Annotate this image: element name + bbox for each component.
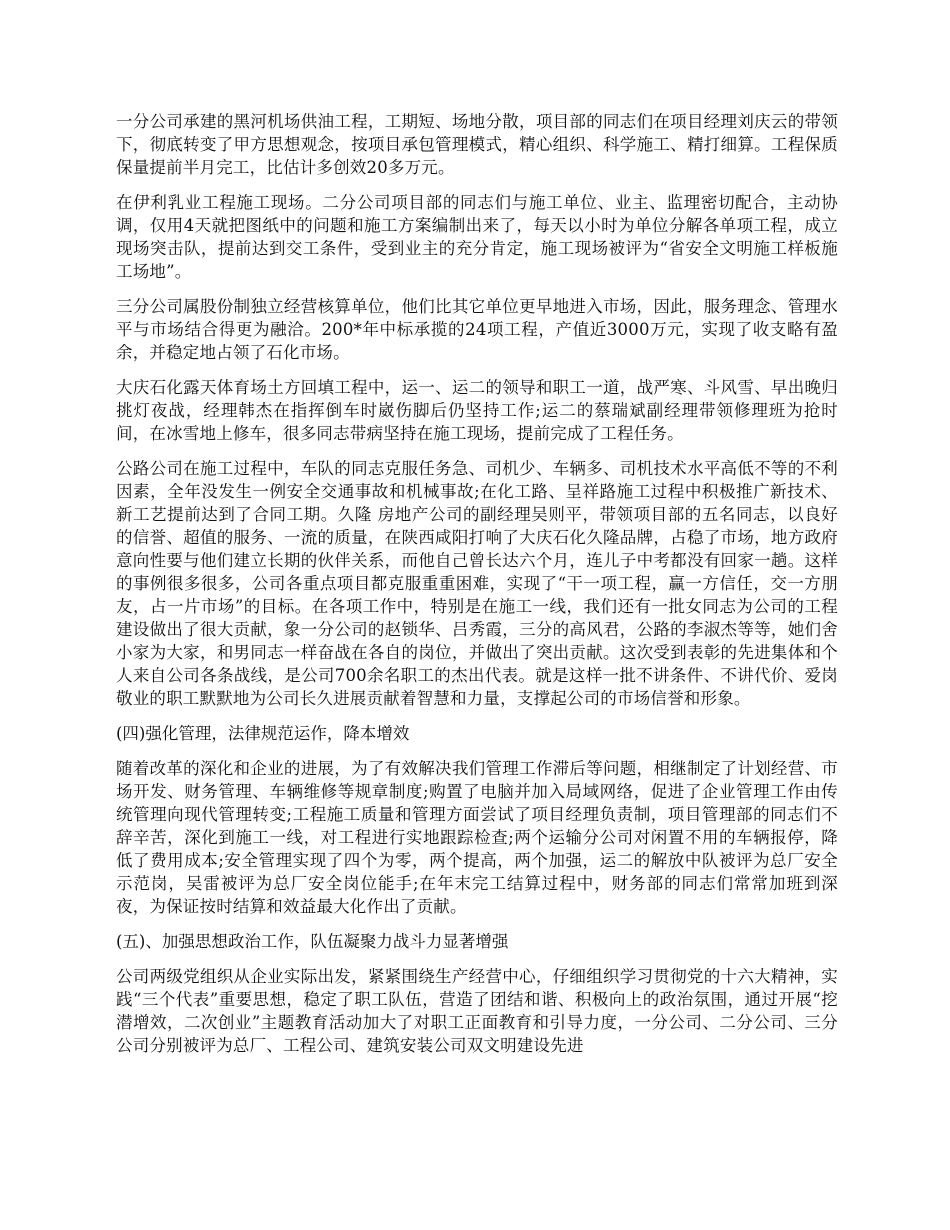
section-heading-management: (四)强化管理，法律规范运作，降本增效 [116, 724, 410, 743]
paragraph-airport-project: 一分公司承建的黑河机场供油工程，工期短、场地分散，项目部的同志们在项目经理刘庆云的带领下，彻底转变了甲方思想观念，按项目承包管理模式，精心组织、科学施工、精打细算。工程保质保量提前半月完工，比估计多创效20多万元。 [116, 112, 838, 177]
paragraph-third-branch: 三分公司属股份制独立经营核算单位，他们比其它单位更早地进入市场，因此，服务理念、管理水平与市场结合得更为融洽。200*年中标承揽的24项工程，产值近3000万元，实现了收支略有盈余，并稳定地占领了石化市场。 [116, 297, 838, 362]
paragraph-party-organization: 公司两级党组织从企业实际出发，紧紧围绕生产经营中心，仔细组织学习贯彻党的十六大精神，实践“三个代表”重要思想，稳定了职工队伍，营造了团结和谐、积极向上的政治氛围，通过开展“挖潜增效，二次创业”主题教育活动加大了对职工正面教育和引导力度，一分公司、二分公司、三分公司分别被评为总厂、工程公司、建筑安装公司双文明建设先进 [116, 967, 838, 1055]
paragraph-road-company: 公路公司在施工过程中，车队的同志克服任务急、司机少、车辆多、司机技术水平高低不等的不利因素，全年没发生一例安全交通事故和机械事故;在化工路、呈祥路施工过程中积极推广新技术、新工艺提前达到了合同工期。久隆 房地产公司的副经理吴则平，带领项目部的五名同志，以良好的信誉、超值的服务、一流的质量，在陕西咸阳打响了大庆石化久隆品牌，占稳了市场，地方政府意向性要与他们建立长期的伙伴关系，而他自己曾长达六个月，连儿子中考都没有回家一趟。这样的事例很多很多，公司各重点项目都克服重重困难，实现了“干一项工程，赢一方信任，交一方朋友，占一片市场”的目标。在各项工作中，特别是在施工一线，我们还有一批女同志为公司的工程建设做出了很大贡献，象一分公司的赵锁华、吕秀霞，三分的高风君，公路的李淑杰等等，她们舍小家为大家，和男同志一样奋战在各自的岗位，并做出了突出贡献。这次受到表彰的先进集体和个人来自公司各条战线，是公司700余名职工的杰出代表。就是这样一批不讲条件、不讲代价、爱岗敬业的职工默默地为公司长久进展贡献着智慧和力量，支撑起公司的市场信誉和形象。 [116, 459, 838, 708]
paragraph-yili-project: 在伊利乳业工程施工现场。二分公司项目部的同志们与施工单位、业主、监理密切配合，主动协调，仅用4天就把图纸中的问题和施工方案编制出来了，每天以小时为单位分解各单项工程，成立现场突击队，提前达到交工条件，受到业主的充分肯定，施工现场被评为“省安全文明施工样板施工场地”。 [116, 193, 838, 281]
paragraph-management: 随着改革的深化和企业的进展，为了有效解决我们管理工作滞后等问题，相继制定了计划经营、市场开发、财务管理、车辆维修等规章制度;购置了电脑并加入局域网络，促进了企业管理工作由传统管理向现代管理转变;工程施工质量和管理方面尝试了项目经理负责制，项目管理部的同志们不辞辛苦，深化到施工一线，对工程进行实地跟踪检查;两个运输分公司对闲置不用的车辆报停，降低了费用成本;安全管理实现了四个为零，两个提高，两个加强，运二的解放中队被评为总厂安全示范岗，吴雷被评为总厂安全岗位能手;在年末完工结算过程中，财务部的同志们常常加班到深夜，为保证按时结算和效益最大化作出了贡献。 [116, 759, 838, 916]
document-page [116, 110, 838, 1069]
paragraph-stadium-project: 大庆石化露天体育场土方回填工程中，运一、运二的领导和职工一道，战严寒、斗风雪、早出晚归挑灯夜战，经理韩杰在指挥倒车时崴伤脚后仍坚持工作;运二的蔡瑞斌副经理带领修理班为抢时间，在冰雪地上修车，很多同志带病坚持在施工现场，提前完成了工程任务。 [116, 378, 838, 443]
section-heading-political-work: (五)、加强思想政治工作，队伍凝聚力战斗力显著增强 [116, 932, 509, 951]
